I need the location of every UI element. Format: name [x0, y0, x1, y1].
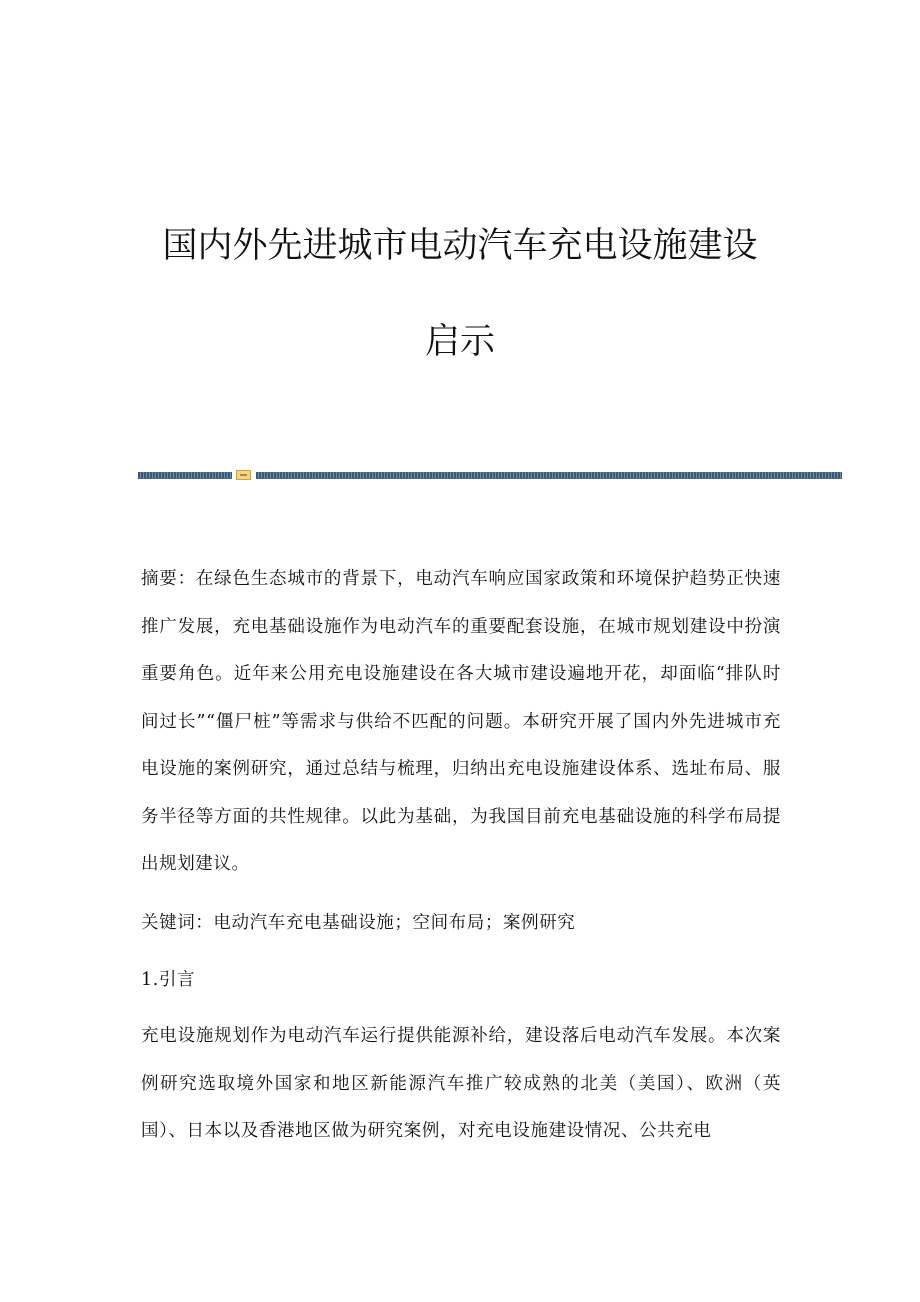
keywords-line: 关键词：电动汽车充电基础设施；空间布局；案例研究: [141, 913, 576, 933]
divider-bar-right: [256, 472, 842, 479]
keywords-block: [141, 900, 781, 948]
section-heading-block: [141, 957, 781, 1005]
section-heading: 1.引言: [141, 970, 196, 990]
divider-ornament-icon: [236, 470, 251, 480]
decorative-divider: [138, 470, 842, 479]
intro-paragraph: 充电设施规划作为电动汽车运行提供能源补给，建设落后电动汽车发展。本次案例研究选取境外国家和地区新能源汽车推广较成熟的北美（美国）、欧洲（英国）、日本以及香港地区做为研究案例，对充电设施建设情况、公共充电: [141, 1026, 781, 1141]
document-title-line-2: 启示: [424, 322, 495, 362]
document-title-line-1: 国内外先进城市电动汽车充电设施建设: [162, 226, 758, 266]
intro-block: [141, 1013, 781, 1156]
abstract-paragraph: 摘要：在绿色生态城市的背景下，电动汽车响应国家政策和环境保护趋势正快速推广发展，充电基础设施作为电动汽车的重要配套设施，在城市规划建设中扮演重要角色。近年来公用充电设施建设在各大城市建设遍地开花，却面临“排队时间过长”“僵尸桩”等需求与供给不匹配的问题。本研究开展了国内外先进城市充电设施的案例研究，通过总结与梳理，归纳出充电设施建设体系、选址布局、服务半径等方面的共性规律。以此为基础，为我国目前充电基础设施的科学布局提出规划建议。: [141, 569, 781, 874]
abstract-block: [141, 556, 781, 889]
divider-bar-left: [138, 472, 232, 479]
